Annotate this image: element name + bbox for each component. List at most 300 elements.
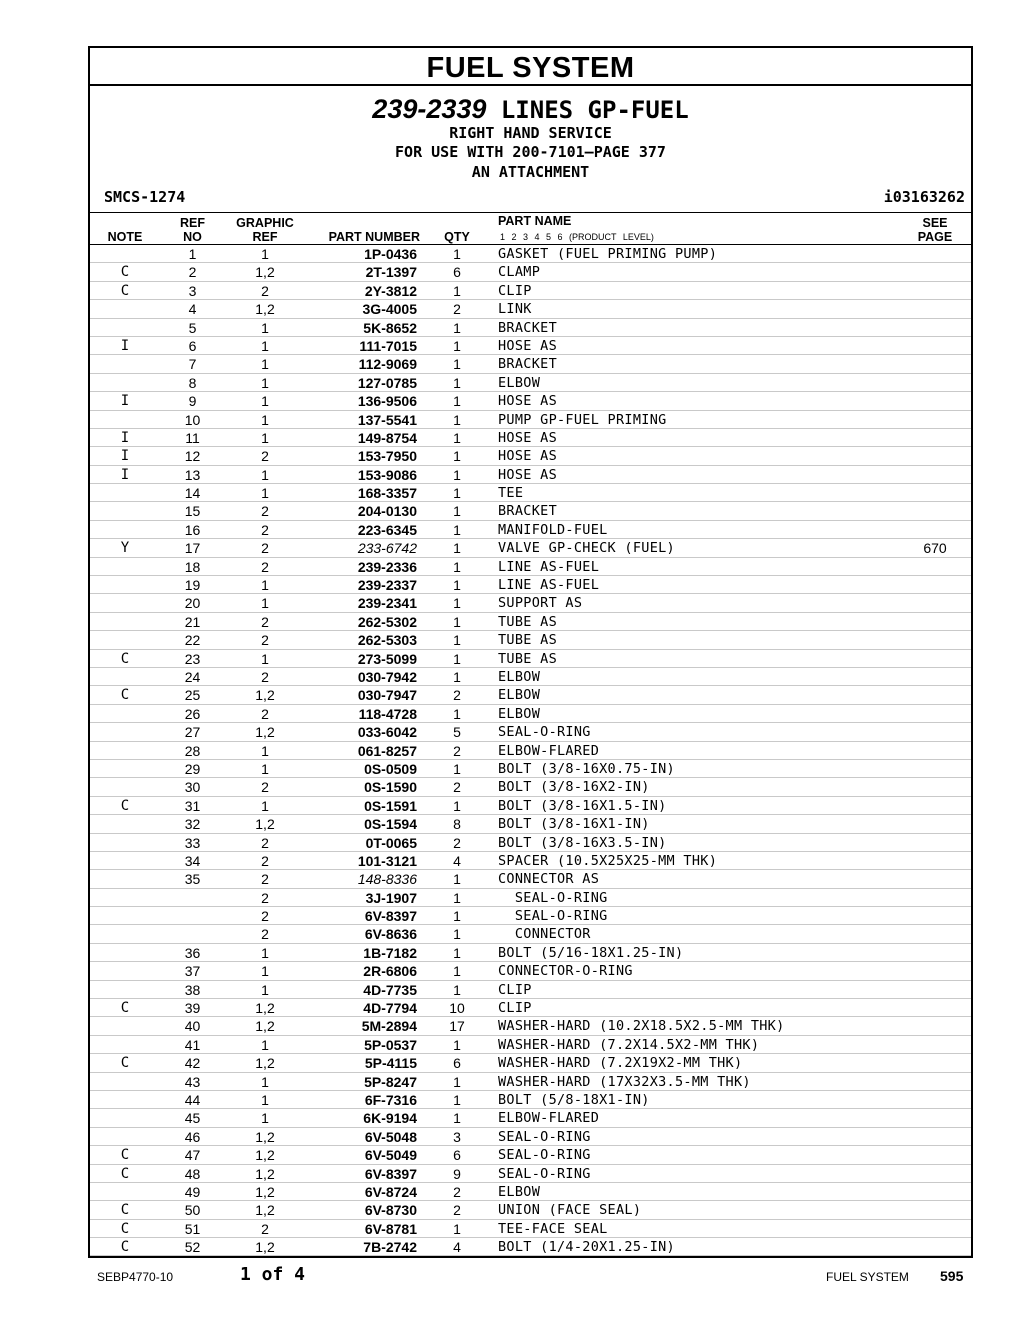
ref-no-cell: 31 <box>184 797 201 814</box>
note-cell: C <box>120 1239 130 1256</box>
part-number-cell: 168-3357 <box>357 485 417 502</box>
note-cell: Y <box>120 540 130 557</box>
qty-cell: 17 <box>449 1018 465 1035</box>
part-name-cell: WASHER-HARD (7.2X14.5X2-MM THK) <box>498 1036 760 1053</box>
graphic-ref-cell: 2 <box>261 908 269 925</box>
table-row <box>90 1201 971 1219</box>
note-cell: I <box>120 429 130 446</box>
ref-no-cell: 5 <box>188 319 197 336</box>
part-name-cell: BOLT (1/4-20X1.25-IN) <box>498 1239 675 1256</box>
table-row <box>90 1017 971 1035</box>
note-cell: C <box>120 264 130 281</box>
graphic-ref-cell: 1,2 <box>255 301 275 318</box>
col-ref-no-line2: NO <box>183 230 202 244</box>
graphic-ref-cell: 1,2 <box>255 264 275 281</box>
graphic-ref-cell: 1 <box>261 981 269 998</box>
part-name-cell: ELBOW <box>498 668 541 685</box>
table-row <box>90 723 971 741</box>
graphic-ref-cell: 1 <box>261 1036 269 1053</box>
part-name-cell: BRACKET <box>498 503 557 520</box>
part-number-cell: 6V-8636 <box>364 926 417 943</box>
part-name-cell: ELBOW-FLARED <box>498 742 600 759</box>
graphic-ref-cell: 2 <box>261 705 269 722</box>
graphic-ref-cell: 2 <box>261 852 269 869</box>
part-name-cell: TEE-FACE SEAL <box>498 1220 608 1237</box>
ref-no-cell: 30 <box>184 779 201 796</box>
ref-no-cell: 19 <box>184 577 201 594</box>
graphic-ref-cell: 1 <box>261 429 269 446</box>
table-row <box>90 925 971 943</box>
part-name-cell: BOLT (3/8-16X1-IN) <box>498 816 650 833</box>
col-ref-no-line1: REF <box>180 216 205 230</box>
part-name-cell: BRACKET <box>498 356 557 373</box>
table-row <box>90 742 971 760</box>
qty-cell: 1 <box>453 632 461 649</box>
graphic-ref-cell: 2 <box>261 540 269 557</box>
note-cell: I <box>120 448 130 465</box>
qty-cell: 1 <box>453 908 461 925</box>
graphic-ref-cell: 2 <box>261 1220 269 1237</box>
table-row <box>90 686 971 704</box>
ref-no-cell: 24 <box>184 668 201 685</box>
part-name-cell: ELBOW <box>498 374 541 391</box>
table-row <box>90 484 971 502</box>
ref-no-cell: 3 <box>188 282 197 299</box>
qty-cell: 1 <box>453 650 461 667</box>
graphic-ref-cell: 1 <box>261 1091 269 1108</box>
graphic-ref-cell: 2 <box>261 668 269 685</box>
part-name-cell: BRACKET <box>498 319 557 336</box>
part-number-cell: 5P-4115 <box>364 1055 417 1072</box>
ref-no-cell: 13 <box>184 466 201 483</box>
part-name-cell: TUBE AS <box>498 613 557 630</box>
qty-cell: 1 <box>453 411 461 428</box>
table-row <box>90 631 971 649</box>
section-title: FUEL SYSTEM <box>90 48 971 86</box>
qty-cell: 2 <box>453 834 461 851</box>
ref-no-cell: 46 <box>184 1128 201 1145</box>
qty-cell: 1 <box>453 356 461 373</box>
qty-cell: 4 <box>453 852 461 869</box>
graphic-ref-cell: 1,2 <box>255 1000 275 1017</box>
part-number-cell: 111-7015 <box>359 337 417 354</box>
ref-no-cell: 51 <box>184 1220 201 1237</box>
part-name-cell: CONNECTOR-O-RING <box>498 963 633 980</box>
qty-cell: 3 <box>453 1128 461 1145</box>
part-name-cell: SEAL-O-RING <box>498 724 591 741</box>
qty-cell: 1 <box>453 926 461 943</box>
part-number-cell: 127-0785 <box>357 374 417 391</box>
qty-cell: 6 <box>453 264 461 281</box>
ref-no-cell: 22 <box>184 632 201 649</box>
qty-cell: 2 <box>453 1183 461 1200</box>
qty-cell: 1 <box>453 429 461 446</box>
table-row <box>90 594 971 612</box>
note-cell: C <box>120 1202 130 1219</box>
part-name-cell: SEAL-O-RING <box>498 908 608 925</box>
qty-cell: 1 <box>453 613 461 630</box>
graphic-ref-cell: 1,2 <box>255 1147 275 1164</box>
qty-cell: 8 <box>453 816 461 833</box>
ref-no-cell: 49 <box>184 1183 201 1200</box>
table-row <box>90 558 971 576</box>
col-part-name: PART NAME <box>498 214 572 228</box>
part-name-cell: BOLT (5/16-18X1.25-IN) <box>498 944 684 961</box>
ref-no-cell: 29 <box>184 760 201 777</box>
part-number-cell: 262-5302 <box>357 613 417 630</box>
col-graphic-ref <box>230 216 300 244</box>
part-name-cell: PUMP GP-FUEL PRIMING <box>498 411 667 428</box>
part-name-cell: BOLT (3/8-16X0.75-IN) <box>498 760 675 777</box>
qty-cell: 1 <box>453 374 461 391</box>
table-row <box>90 263 971 281</box>
part-number-cell: 153-9086 <box>357 466 417 483</box>
part-number-cell: 6V-8724 <box>364 1183 417 1200</box>
ref-no-cell: 39 <box>184 1000 201 1017</box>
graphic-ref-cell: 1 <box>261 1110 269 1127</box>
part-number-cell: 030-7942 <box>357 668 417 685</box>
part-name-cell: BOLT (3/8-16X1.5-IN) <box>498 797 667 814</box>
part-name-cell: CLIP <box>498 1000 532 1017</box>
graphic-ref-cell: 1,2 <box>255 816 275 833</box>
part-name-cell: TUBE AS <box>498 632 557 649</box>
graphic-ref-cell: 2 <box>261 282 269 299</box>
table-row <box>90 429 971 447</box>
note-cell: C <box>120 282 130 299</box>
illustration-id: i03163262 <box>883 188 965 206</box>
table-row <box>90 521 971 539</box>
part-name-cell: TEE <box>498 485 524 502</box>
part-number-cell: 6V-8397 <box>364 908 417 925</box>
table-row <box>90 282 971 300</box>
qty-cell: 1 <box>453 1091 461 1108</box>
part-name-cell: ELBOW <box>498 687 541 704</box>
graphic-ref-cell: 2 <box>261 779 269 796</box>
table-row <box>90 337 971 355</box>
ref-no-cell: 9 <box>188 393 197 410</box>
graphic-ref-cell: 1,2 <box>255 724 275 741</box>
part-name-cell: CONNECTOR <box>498 926 591 943</box>
qty-cell: 6 <box>453 1055 461 1072</box>
part-number-cell: 3J-1907 <box>365 889 417 906</box>
qty-cell: 1 <box>453 668 461 685</box>
ref-no-cell: 44 <box>184 1091 201 1108</box>
col-graphic-ref-line1: GRAPHIC <box>236 216 294 230</box>
ref-no-cell: 1 <box>188 246 197 262</box>
note-cell: C <box>120 1147 130 1164</box>
part-number-cell: 1B-7182 <box>363 944 417 961</box>
group-subtitle-1: RIGHT HAND SERVICE <box>449 124 612 142</box>
ref-no-cell: 47 <box>184 1147 201 1164</box>
qty-cell: 2 <box>453 1202 461 1219</box>
parts-list-frame <box>88 46 973 1258</box>
qty-cell: 1 <box>453 466 461 483</box>
ref-no-cell: 28 <box>184 742 201 759</box>
part-number-cell: 6V-8730 <box>364 1202 417 1219</box>
qty-cell: 1 <box>453 246 461 262</box>
graphic-ref-cell: 1 <box>261 577 269 594</box>
graphic-ref-cell: 1 <box>261 742 269 759</box>
table-row <box>90 1073 971 1091</box>
graphic-ref-cell: 2 <box>261 834 269 851</box>
graphic-ref-cell: 1 <box>261 393 269 410</box>
part-number-cell: 030-7947 <box>357 687 417 704</box>
graphic-ref-cell: 1 <box>261 337 269 354</box>
graphic-ref-cell: 1 <box>261 797 269 814</box>
note-cell: I <box>120 393 130 410</box>
part-number-cell: 273-5099 <box>357 650 417 667</box>
part-number-cell: 239-2337 <box>357 577 417 594</box>
table-row <box>90 815 971 833</box>
part-number-cell: 0S-1594 <box>364 816 417 833</box>
part-name-cell: CLIP <box>498 981 532 998</box>
col-graphic-ref-line2: REF <box>252 230 278 244</box>
graphic-ref-cell: 2 <box>261 613 269 630</box>
part-name-cell: HOSE AS <box>498 448 557 465</box>
graphic-ref-cell: 1 <box>261 1073 269 1090</box>
ref-no-cell: 26 <box>184 705 201 722</box>
part-number-cell: 136-9506 <box>357 393 417 410</box>
part-number-cell: 6V-5049 <box>364 1147 417 1164</box>
part-name-cell: SEAL-O-RING <box>498 1147 591 1164</box>
part-name-cell: VALVE GP-CHECK (FUEL) <box>498 540 675 557</box>
graphic-ref-cell: 1 <box>261 944 269 961</box>
ref-no-cell: 14 <box>184 485 201 502</box>
table-row <box>90 1109 971 1127</box>
table-row <box>90 245 971 263</box>
part-number-cell: 101-3121 <box>357 852 417 869</box>
graphic-ref-cell: 2 <box>261 521 269 538</box>
ref-no-cell: 11 <box>185 429 200 446</box>
part-number-cell: 0T-0065 <box>365 834 417 851</box>
qty-cell: 1 <box>453 944 461 961</box>
qty-cell: 2 <box>453 301 461 318</box>
note-cell: C <box>120 687 130 704</box>
part-name-cell: WASHER-HARD (7.2X19X2-MM THK) <box>498 1055 743 1072</box>
table-row <box>90 447 971 465</box>
qty-cell: 1 <box>453 540 461 557</box>
part-name-cell: SUPPORT AS <box>498 595 583 612</box>
graphic-ref-cell: 1,2 <box>255 1202 275 1219</box>
qty-cell: 1 <box>453 797 461 814</box>
table-row <box>90 466 971 484</box>
qty-cell: 1 <box>453 889 461 906</box>
ref-no-cell: 32 <box>184 816 201 833</box>
graphic-ref-cell: 1 <box>261 650 269 667</box>
graphic-ref-cell: 1,2 <box>255 1128 275 1145</box>
qty-cell: 1 <box>453 319 461 336</box>
table-row <box>90 1091 971 1109</box>
part-number-cell: 0S-1590 <box>364 779 417 796</box>
qty-cell: 2 <box>453 687 461 704</box>
table-row <box>90 539 971 557</box>
part-number-cell: 223-6345 <box>357 521 417 538</box>
table-row <box>90 852 971 870</box>
qty-cell: 1 <box>453 448 461 465</box>
group-subtitle-3: AN ATTACHMENT <box>471 163 590 181</box>
col-see-page-line2: PAGE <box>917 230 953 244</box>
part-number-cell: 6V-8781 <box>364 1220 417 1237</box>
ref-no-cell: 8 <box>188 374 197 391</box>
part-number-cell: 6V-8397 <box>364 1165 417 1182</box>
qty-cell: 6 <box>453 1147 461 1164</box>
part-name-cell: CONNECTOR AS <box>498 871 600 888</box>
graphic-ref-cell: 1 <box>261 319 269 336</box>
part-number-cell: 5K-8652 <box>363 319 417 336</box>
ref-no-cell: 18 <box>184 558 201 575</box>
qty-cell: 1 <box>453 485 461 502</box>
ref-no-cell: 10 <box>184 411 201 428</box>
part-name-cell: CLIP <box>498 282 532 299</box>
part-number-cell: 262-5303 <box>357 632 417 649</box>
table-row <box>90 1183 971 1201</box>
graphic-ref-cell: 2 <box>261 503 269 520</box>
qty-cell: 5 <box>453 724 461 741</box>
part-number-cell: 6V-5048 <box>364 1128 417 1145</box>
ref-no-cell: 43 <box>184 1073 201 1090</box>
smcs-code: SMCS-1274 <box>104 188 186 206</box>
part-number-cell: 118-4728 <box>358 705 417 722</box>
note-cell: C <box>120 1220 130 1237</box>
ref-no-cell: 38 <box>184 981 201 998</box>
col-ref-no <box>170 216 215 244</box>
part-name-cell: UNION (FACE SEAL) <box>498 1202 642 1219</box>
part-name-cell: SEAL-O-RING <box>498 1128 591 1145</box>
graphic-ref-cell: 2 <box>261 926 269 943</box>
parts-table <box>90 245 971 1256</box>
ref-no-cell: 15 <box>184 503 201 520</box>
col-see-page-line1: SEE <box>922 216 948 230</box>
graphic-ref-cell: 2 <box>261 558 269 575</box>
graphic-ref-cell: 1 <box>261 246 269 262</box>
table-row <box>90 319 971 337</box>
part-number-cell: 204-0130 <box>357 503 417 520</box>
graphic-ref-cell: 2 <box>261 632 269 649</box>
qty-cell: 1 <box>453 595 461 612</box>
part-number-cell: 6K-9194 <box>363 1110 417 1127</box>
part-number-cell: 4D-7794 <box>363 1000 417 1017</box>
qty-cell: 1 <box>453 558 461 575</box>
ref-no-cell: 37 <box>184 963 201 980</box>
graphic-ref-cell: 2 <box>261 871 269 888</box>
part-number-cell: 5P-0537 <box>364 1036 417 1053</box>
qty-cell: 1 <box>453 521 461 538</box>
part-name-cell: SPACER (10.5X25X25-MM THK) <box>498 852 718 869</box>
ref-no-cell: 36 <box>184 944 201 961</box>
table-row <box>90 650 971 668</box>
table-row <box>90 1220 971 1238</box>
qty-cell: 1 <box>453 577 461 594</box>
ref-no-cell: 16 <box>184 521 201 538</box>
table-row <box>90 392 971 410</box>
ref-no-cell: 21 <box>184 613 201 630</box>
table-row <box>90 411 971 429</box>
ref-no-cell: 23 <box>184 650 201 667</box>
note-cell: I <box>120 466 130 483</box>
part-number-cell: 3G-4005 <box>362 301 417 318</box>
part-number-cell: 061-8257 <box>357 742 417 759</box>
ref-no-cell: 12 <box>184 448 201 465</box>
qty-cell: 10 <box>449 1000 465 1017</box>
ref-no-cell: 35 <box>184 871 201 888</box>
qty-cell: 1 <box>453 282 461 299</box>
ref-no-cell: 34 <box>184 852 201 869</box>
part-number-cell: 2Y-3812 <box>364 282 417 299</box>
table-row <box>90 999 971 1017</box>
footer-section: FUEL SYSTEM <box>826 1270 909 1284</box>
part-number-cell: 033-6042 <box>357 724 417 741</box>
footer-doc-number: SEBP4770-10 <box>97 1270 174 1284</box>
part-name-cell: WASHER-HARD (10.2X18.5X2.5-MM THK) <box>498 1018 785 1035</box>
qty-cell: 2 <box>453 742 461 759</box>
ref-no-cell: 20 <box>184 595 201 612</box>
graphic-ref-cell: 1 <box>261 466 269 483</box>
part-name-cell: BOLT (3/8-16X2-IN) <box>498 779 650 796</box>
table-row <box>90 705 971 723</box>
ref-no-cell: 2 <box>188 264 197 281</box>
graphic-ref-cell: 1,2 <box>255 687 275 704</box>
part-number-cell: 153-7950 <box>357 448 417 465</box>
table-row <box>90 870 971 888</box>
part-number-cell: 0S-1591 <box>364 797 417 814</box>
part-name-cell: BOLT (3/8-16X3.5-IN) <box>498 834 667 851</box>
qty-cell: 1 <box>453 1073 461 1090</box>
table-row <box>90 778 971 796</box>
table-row <box>90 300 971 318</box>
table-row <box>90 355 971 373</box>
note-cell: I <box>120 337 130 354</box>
ref-no-cell: 27 <box>184 724 201 741</box>
table-row <box>90 944 971 962</box>
ref-no-cell: 7 <box>188 356 197 373</box>
graphic-ref-cell: 1 <box>261 595 269 612</box>
part-number-cell: 148-8336 <box>357 871 417 888</box>
part-number-cell: 112-9069 <box>358 356 417 373</box>
see-page-cell: 670 <box>923 540 947 557</box>
group-part-number: 239-2339 <box>372 94 487 124</box>
table-row <box>90 1054 971 1072</box>
qty-cell: 1 <box>453 760 461 777</box>
part-number-cell: 2R-6806 <box>363 963 417 980</box>
table-row <box>90 1146 971 1164</box>
graphic-ref-cell: 2 <box>261 448 269 465</box>
part-number-cell: 2T-1397 <box>365 264 417 281</box>
part-number-cell: 137-5541 <box>357 411 417 428</box>
qty-cell: 4 <box>453 1239 461 1256</box>
table-row <box>90 1128 971 1146</box>
graphic-ref-cell: 1,2 <box>255 1055 275 1072</box>
part-name-cell: MANIFOLD-FUEL <box>498 521 608 538</box>
part-number-cell: 239-2341 <box>357 595 417 612</box>
part-number-cell: 5M-2894 <box>361 1018 417 1035</box>
graphic-ref-cell: 1 <box>261 760 269 777</box>
part-name-cell: CLAMP <box>498 264 541 281</box>
ref-no-cell: 4 <box>188 301 197 318</box>
graphic-ref-cell: 1 <box>261 485 269 502</box>
part-name-cell: HOSE AS <box>498 429 557 446</box>
table-row <box>90 502 971 520</box>
table-row <box>90 613 971 631</box>
ref-no-cell: 6 <box>188 337 197 354</box>
table-row <box>90 981 971 999</box>
part-name-cell: ELBOW-FLARED <box>498 1110 600 1127</box>
ref-no-cell: 25 <box>184 687 201 704</box>
note-cell: C <box>120 1000 130 1017</box>
part-number-cell: 1P-0436 <box>364 246 417 262</box>
graphic-ref-cell: 1,2 <box>255 1183 275 1200</box>
col-note: NOTE <box>107 230 143 244</box>
graphic-ref-cell: 1 <box>261 963 269 980</box>
